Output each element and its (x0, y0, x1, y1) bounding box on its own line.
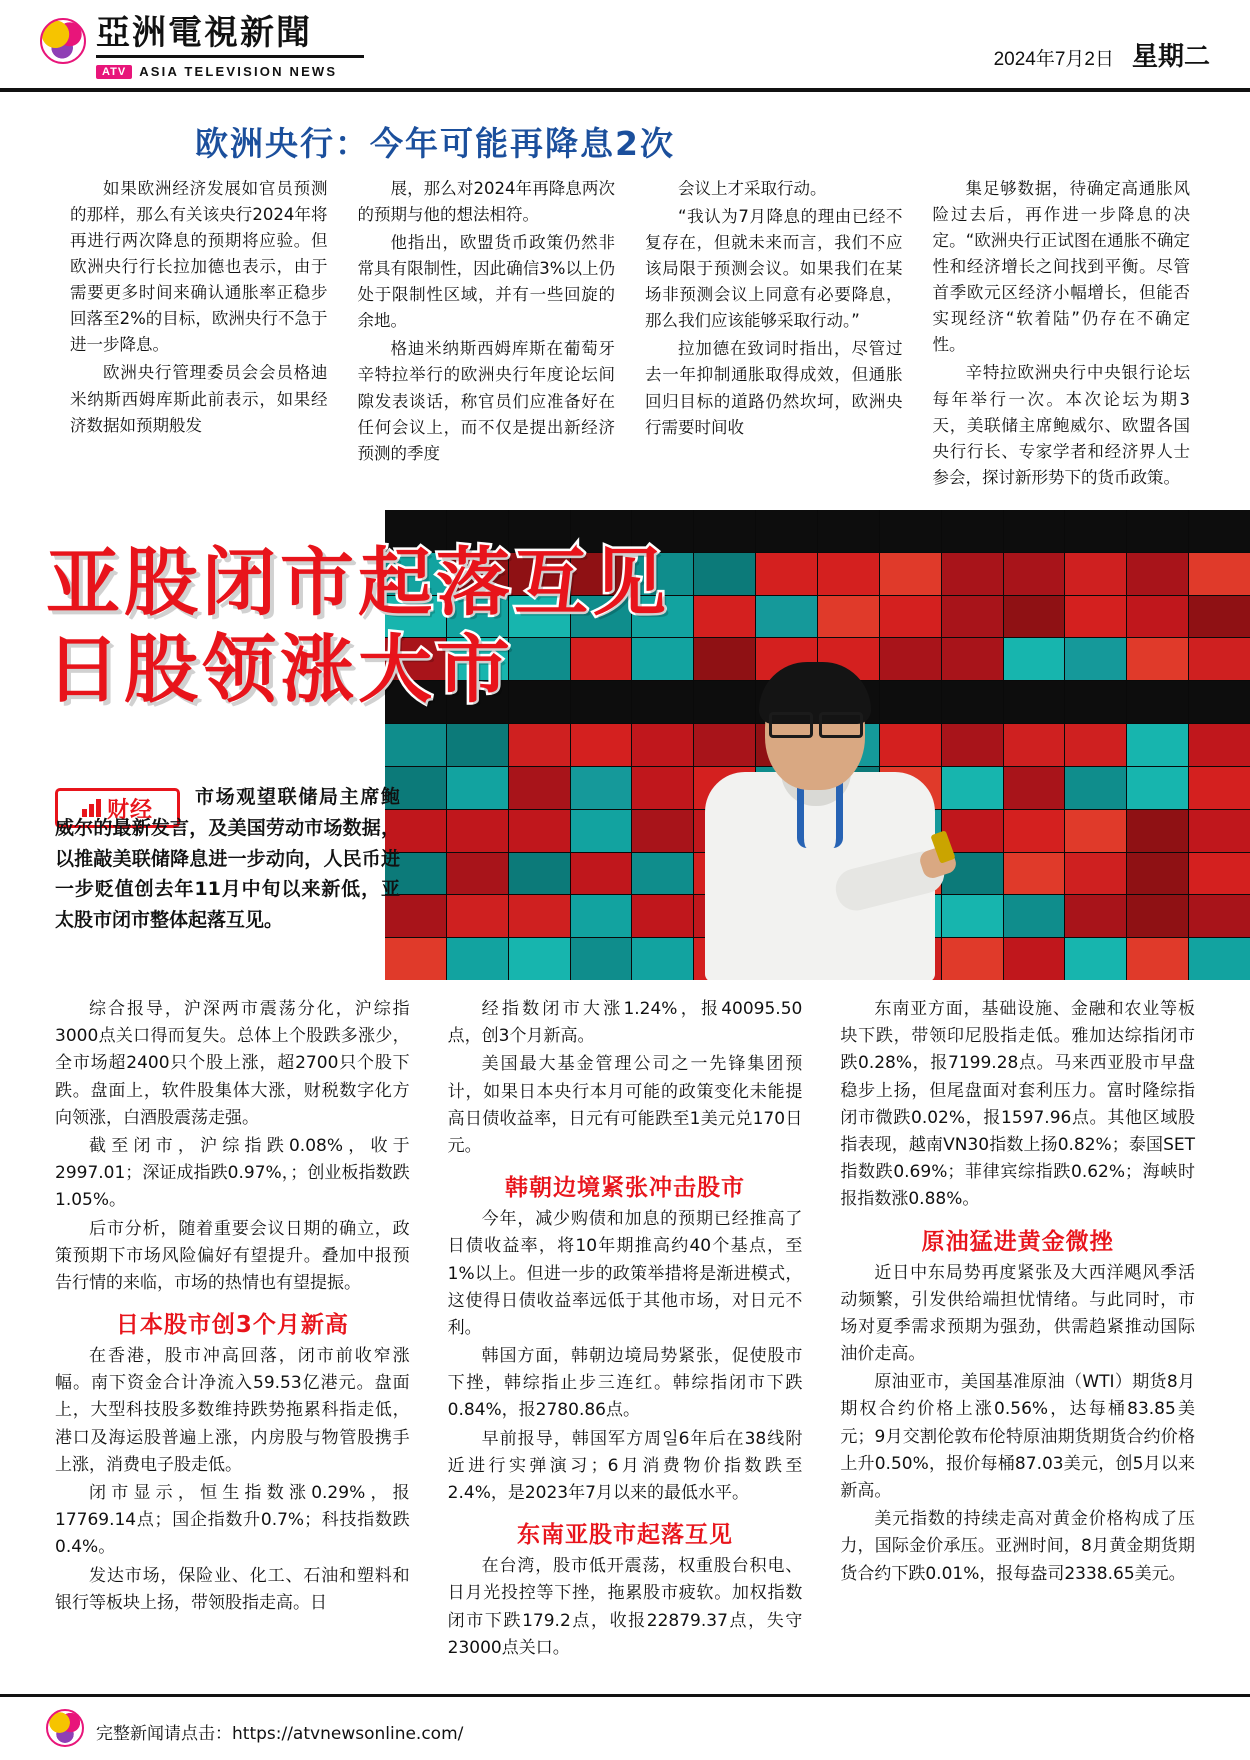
ticker-cell (1127, 853, 1188, 895)
ticker-cell (1189, 853, 1250, 895)
ticker-cell (1065, 638, 1126, 680)
ticker-cell (1127, 638, 1188, 680)
ticker-cell (385, 938, 446, 980)
ticker-cell (1189, 724, 1250, 766)
ticker-cell (1065, 938, 1126, 980)
section-subheading: 韩朝边境紧张冲击股市 (505, 1175, 745, 1202)
lead-paragraph (55, 782, 400, 936)
logo-title-cn: 亞洲電視新聞 (96, 13, 312, 53)
ticker-cell (447, 724, 508, 766)
ticker-cell (509, 895, 570, 937)
ticker-cell (1065, 510, 1126, 552)
ticker-cell (1127, 767, 1188, 809)
ticker-cell (447, 895, 508, 937)
ticker-cell (1127, 510, 1188, 552)
footer-link[interactable]: 完整新闻请点击：https://atvnewsonline.com/ (96, 1724, 464, 1744)
ticker-cell (1065, 767, 1126, 809)
logo[interactable] (40, 13, 364, 79)
top-article-column (932, 176, 1191, 487)
paragraph: 在台湾，股市低开震荡，权重股台积电、日月光投控等下挫，拖累股市疲软。加权指数闭市下跌179.2点，收报22879.37点，失守23000点关口。 (447, 1556, 803, 1658)
ticker-cell (1065, 853, 1126, 895)
top-article-column (70, 176, 328, 456)
ticker-cell (1189, 681, 1250, 723)
footer-logo-icon (46, 1709, 84, 1747)
main-article-columns (55, 996, 1196, 1658)
ticker-cell (1189, 596, 1250, 638)
ticker-cell (1189, 810, 1250, 852)
paragraph: 他指出，欧盟货币政策仍然非常具有限制性，因此确信3%以上仍处于限制性区域，并有一些回旋的余地。 (357, 233, 615, 331)
ticker-cell (1004, 810, 1065, 852)
paragraph: 在香港，股市冲高回落，闭市前收窄涨幅。南下资金合计净流入59.53亿港元。盘面上，大型科技股多数维持跌势拖累科指走低，港口及海运股普遍上涨，内房股与物管股携手上涨，消费电子股走低。 (55, 1346, 410, 1475)
ticker-cell (447, 853, 508, 895)
top-article-column (645, 176, 903, 456)
ticker-cell (447, 938, 508, 980)
section-subheading: 东南亚股市起落互见 (517, 1522, 733, 1549)
feature-headline-line2: 日股领涨大市 (46, 627, 514, 714)
lead-text: 市场观望联储局主席鲍威尔的最新发言，及美国劳动市场数据，以推敲美联储降息进一步动向，人民币进一步贬值创去年11月中旬以来新低，亚太股市闭市整体起落互见。 (55, 786, 400, 932)
ticker-cell (1127, 553, 1188, 595)
ticker-cell (1189, 938, 1250, 980)
ticker-cell (509, 724, 570, 766)
paragraph: 原油亚市，美国基准原油（WTI）期货8月期权合约价格上涨0.56%，达每桶83.85美元；9月交割伦敦布伦特原油期货期货合约价格上升0.50%，报价每桶87.03美元，创5月以来新高。 (840, 1372, 1196, 1501)
paragraph: “我认为7月降息的理由已经不复存在，但就未来而言，我们不应该局限于预测会议。如果我们在某场非预测会议上同意有必要降息，那么我们应该能够采取行动。” (645, 207, 903, 331)
ticker-cell (1189, 895, 1250, 937)
paragraph: 集足够数据，待确定高通胀风险过去后，再作进一步降息的决定。“欧洲央行正试图在通胀不确定性和经济增长之间找到平衡。尽管首季欧元区经济小幅增长，但能否实现经济“软着陆”仍存在不确定性。 (932, 179, 1190, 355)
ticker-cell (1065, 681, 1126, 723)
ticker-cell (1065, 724, 1126, 766)
finance-category-label: 财经 (106, 796, 153, 822)
main-column (840, 996, 1195, 1646)
ticker-cell (1127, 596, 1188, 638)
atv-logo-icon (40, 18, 86, 64)
paragraph: 截至闭市，沪综指跌0.08%，收于2997.01；深证成指跌0.97%，；创业板指数跌1.05%。 (55, 1135, 410, 1211)
paragraph: 辛特拉欧洲央行中央银行论坛每年举行一次。本次论坛为期3天，美联储主席鲍威尔、欧盟各国央行行长、专家学者和经济界人士参会，探讨新形势下的货币政策。 (932, 363, 1190, 487)
paragraph: 拉加德在致词时指出，尽管过去一年抑制通胀取得成效，但通胀回归目标的道路仍然坎坷，欧洲央行需要时间收 (645, 339, 903, 437)
ticker-cell (571, 724, 632, 766)
logo-divider (96, 55, 364, 58)
ticker-cell (942, 553, 1003, 595)
paragraph: 经指数闭市大涨1.24%，报40095.50点，创3个月新高。 (447, 999, 803, 1047)
paragraph: 综合报导，沪深两市震荡分化，沪综指3000点关口得而复失。总体上个股跌多涨少，全市场超2400只个股上涨，超2700只个股下跌。盘面上，软件股集体大涨，财税数字化方向领涨，白酒股震荡走强。 (55, 999, 410, 1128)
ticker-cell (1004, 638, 1065, 680)
ticker-cell (1004, 596, 1065, 638)
paragraph: 今年，减少购债和加息的预期已经推高了日债收益率，将10年期推高约40个基点，至1%以上。但进一步的政策举措将是渐进模式，这使得日债收益率远低于其他市场，对日元不利。 (447, 1209, 803, 1338)
ticker-cell (1127, 938, 1188, 980)
ticker-cell (447, 767, 508, 809)
ticker-cell (1189, 767, 1250, 809)
ticker-cell (1004, 938, 1065, 980)
ticker-cell (571, 853, 632, 895)
paragraph: 早前报导，韩国军方周일6年后在38线附近进行实弹演习；6月消费物价指数跌至2.4%，是2023年7月以来的最低水平。 (447, 1428, 803, 1503)
ticker-cell (1004, 510, 1065, 552)
ticker-cell (1189, 553, 1250, 595)
paragraph: 格迪米纳斯西姆库斯在葡萄牙辛特拉举行的欧洲央行年度论坛间隙发表谈话，称官员们应准备好在任何会议上，而不仅是提出新经济预测的季度 (357, 339, 615, 463)
ticker-cell (1127, 810, 1188, 852)
paragraph: 美国最大基金管理公司之一先锋集团预计，如果日本央行本月可能的政策变化未能提高日债收益率，日元有可能跌至1美元兑170日元。 (447, 1054, 803, 1156)
feature-headline (46, 540, 806, 715)
ticker-cell (1004, 767, 1065, 809)
ticker-cell (1127, 681, 1188, 723)
main-column (55, 996, 410, 1646)
ticker-cell (942, 596, 1003, 638)
ticker-cell (1004, 895, 1065, 937)
ticker-cell (880, 596, 941, 638)
publish-date: 2024年7月2日 (993, 49, 1114, 70)
paragraph: 闭市显示，恒生指数涨0.29%，报17769.14点；国企指数升0.7%；科技指数跌0.4%。 (55, 1483, 410, 1558)
main-column (447, 996, 803, 1658)
ticker-cell (818, 596, 879, 638)
page-footer (0, 1694, 1250, 1760)
paragraph: 欧洲央行管理委员会会员格迪米纳斯西姆库斯此前表示，如果经济数据如预期般发 (70, 363, 328, 435)
paragraph: 发达市场，保险业、化工、石油和塑料和银行等板块上扬，带领股指走高。日 (55, 1565, 410, 1613)
atv-badge: ATV (96, 65, 132, 79)
top-article-column (357, 176, 616, 463)
paragraph: 后市分析，随着重要会议日期的确立，政策预期下市场风险偏好有望提升。叠加中报预告行情的来临，市场的热情也有望提振。 (55, 1218, 410, 1293)
ticker-cell (509, 938, 570, 980)
paragraph: 如果欧洲经济发展如官员预测的那样，那么有关该央行2024年将再进行两次降息的预期将应验。但欧洲央行行长拉加德也表示，由于需要更多时间来确认通胀率正稳步回落至2%的目标，欧洲央行不急于进一步降息。 (70, 179, 328, 355)
ticker-cell (880, 510, 941, 552)
ticker-cell (509, 767, 570, 809)
ticker-cell (1004, 724, 1065, 766)
paragraph: 展，那么对2024年再降息两次的预期与他的想法相符。 (357, 179, 615, 225)
paragraph: 韩国方面，韩朝边境局势紧张，促使股市下挫，韩综指止步三连红。韩综指闭市下跌0.84%，报2780.86点。 (447, 1346, 803, 1421)
ticker-cell (1004, 553, 1065, 595)
ticker-cell (942, 510, 1003, 552)
ticker-cell (818, 510, 879, 552)
ticker-cell (1127, 724, 1188, 766)
ticker-cell (509, 810, 570, 852)
paragraph: 近日中东局势再度紧张及大西洋飓风季活动频繁，引发供给端担忧情绪。与此同时，市场对夏季需求预期为强劲，供需趋紧推动国际油价走高。 (840, 1262, 1196, 1365)
ticker-cell (1127, 895, 1188, 937)
glasses-icon (769, 712, 863, 732)
ticker-cell (1189, 510, 1250, 552)
ticker-cell (447, 810, 508, 852)
ticker-cell (1065, 596, 1126, 638)
ticker-cell (1004, 681, 1065, 723)
section-subheading: 日本股市创3个月新高 (115, 1312, 349, 1339)
masthead (0, 0, 1250, 92)
publish-weekday: 星期二 (1131, 41, 1210, 71)
ticker-cell (1004, 853, 1065, 895)
top-article-columns (70, 176, 1190, 487)
feature-headline-line1: 亚股闭市起落互见 (46, 540, 670, 626)
ticker-cell (571, 767, 632, 809)
ticker-cell (571, 938, 632, 980)
ticker-cell (385, 724, 446, 766)
top-article-headline: 欧洲央行：今年可能再降息2次 (195, 124, 675, 163)
paragraph: 美元指数的持续走高对黄金价格构成了压力，国际金价承压。亚洲时间，8月黄金期货期货合约下跌0.01%，报每盎司2338.65美元。 (840, 1509, 1196, 1584)
date-block (994, 36, 1210, 73)
ticker-cell (1065, 553, 1126, 595)
ticker-cell (571, 810, 632, 852)
ticker-cell (818, 553, 879, 595)
logo-title-en: ASIA TELEVISION NEWS (139, 64, 338, 79)
ticker-cell (509, 853, 570, 895)
ticker-cell (1065, 810, 1126, 852)
paragraph: 会议上才采取行动。 (678, 179, 827, 198)
paragraph: 东南亚方面，基础设施、金融和农业等板块下跌，带领印尼股指走低。雅加达综指闭市跌0.28%，报7199.28点。马来西亚股市早盘稳步上扬，但尾盘面对套利压力。富时隆综指闭市微跌0.02%，报1597.96点。其他区域股指表现，越南VN30指数上扬0.82%；泰国SET指数跌0.69%；菲律宾综指跌0.62%；海峡时报指数涨0.88%。 (840, 999, 1196, 1210)
ticker-cell (880, 553, 941, 595)
logo-title-en-wrap (96, 64, 364, 79)
ticker-cell (1065, 895, 1126, 937)
section-subheading: 原油猛进黄金微挫 (921, 1228, 1114, 1255)
ticker-cell (571, 895, 632, 937)
ticker-cell (1189, 638, 1250, 680)
